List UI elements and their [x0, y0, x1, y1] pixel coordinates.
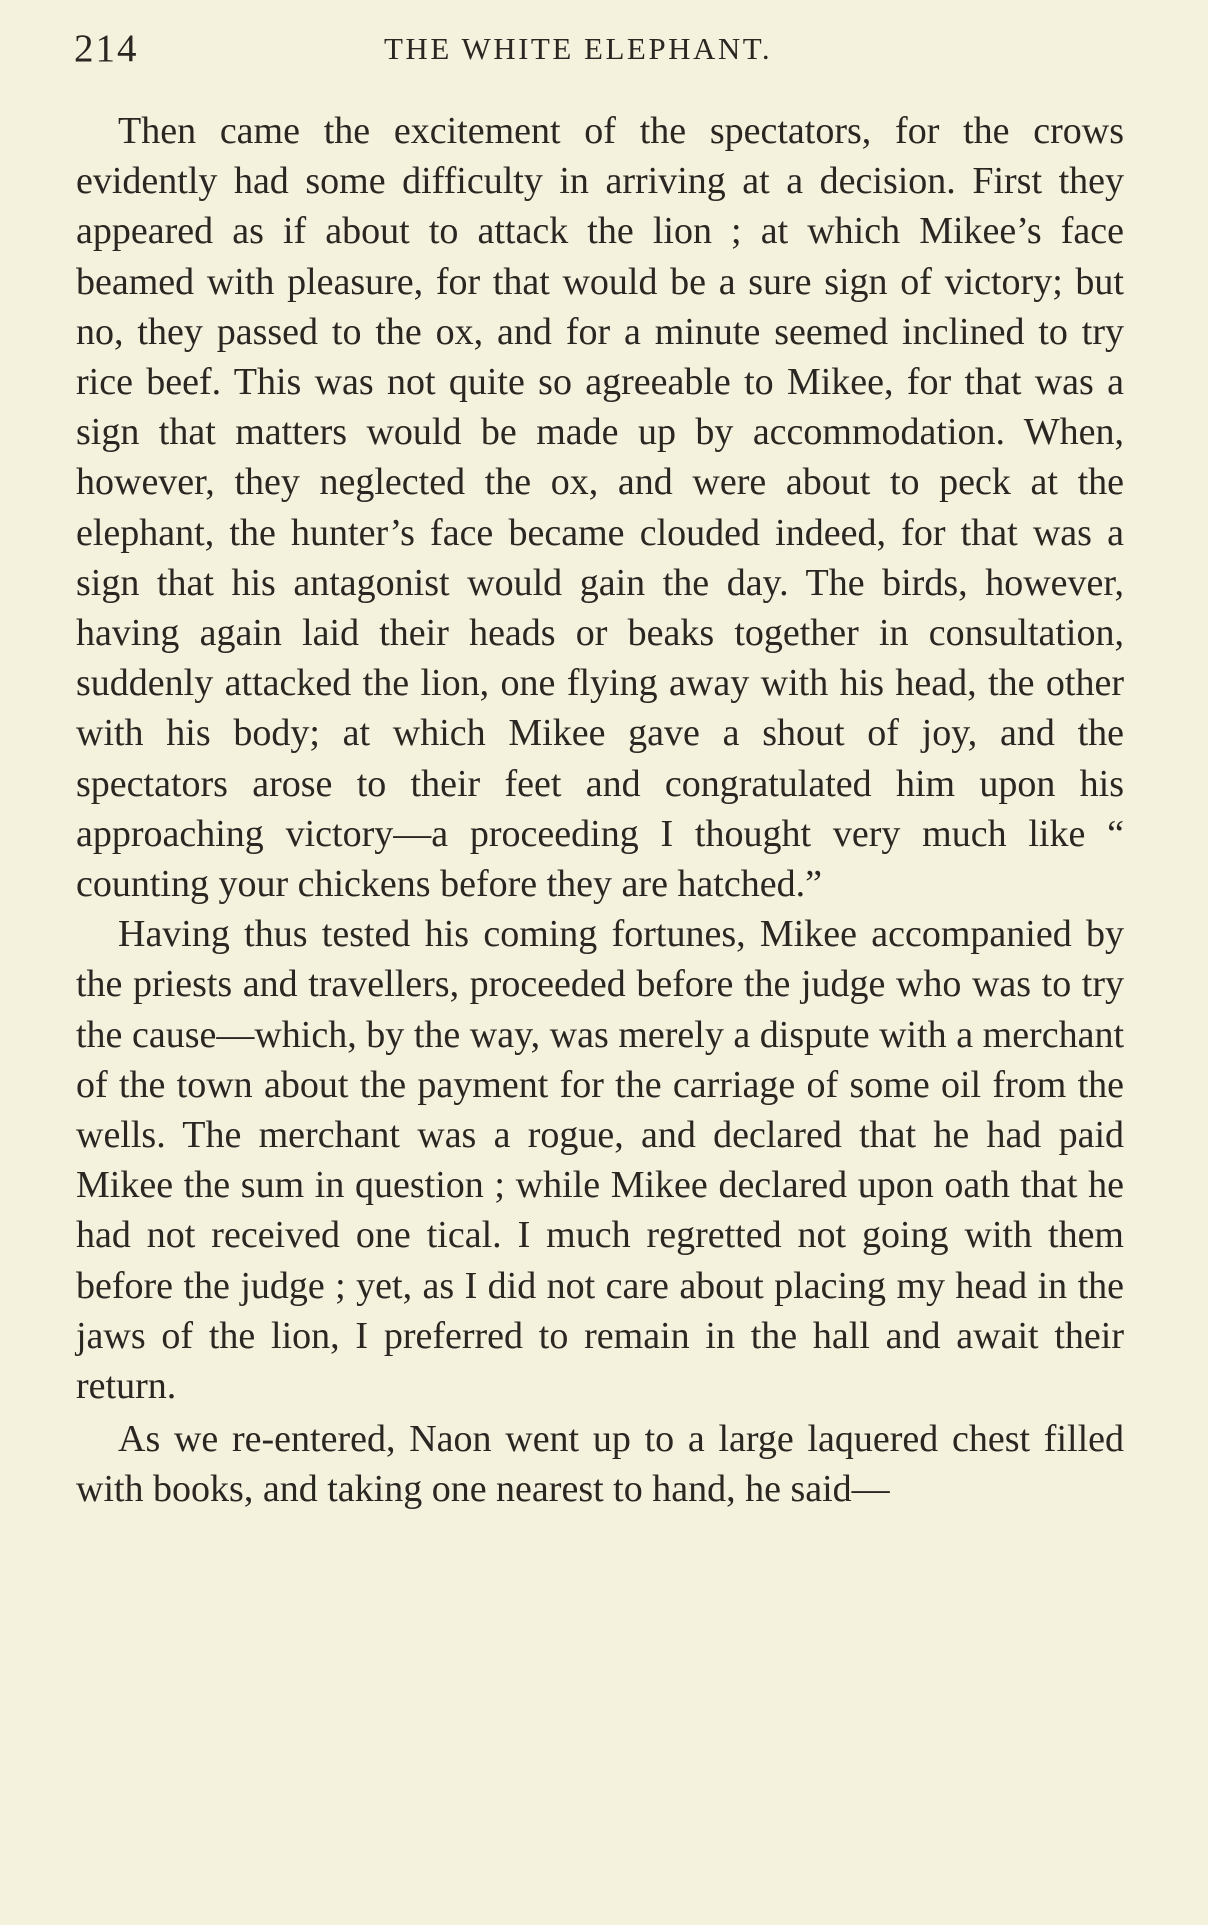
running-head	[74, 24, 1134, 74]
paragraph: As we re-entered, Naon went up to a large laquered chest filled with books, and taking one nearest to hand, he said—	[76, 1418, 1124, 1511]
paragraph: Then came the excitement of the spectators, for the crows evidently had some difficulty in arriving at a decision. First they appeared as if about to attack the lion ; at which Mikee’s face beamed with pleasure, for that would be a sure sign of victory; but no, they passed to the ox, and for a minute seemed inclined to try rice beef. This was not quite so agreeable to Mikee, for that was a sign that matters would be made up by accommodation. When, however, they neglected the ox, and were about to peck at the elephant, the hunter’s face became clouded indeed, for that was a sign that his antagonist would gain the day. The birds, however, having again laid their heads or beaks together in consultation, suddenly attacked the lion, one flying away with his head, the other with his body; at which Mikee gave a shout of joy, and the spectators arose to their feet and congratulated him upon his approaching victory—a proceeding I thought very much like “ counting your chickens before they are hatched.”	[76, 110, 1124, 906]
body-text	[76, 106, 1124, 1515]
paragraph: Having thus tested his coming fortunes, Mikee accompanied by the priests and travellers, proceeded before the judge who was to try the cause—which, by the way, was merely a dispute with a merchant of the town about the payment for the carriage of some oil from the wells. The merchant was a rogue, and declared that he had paid Mikee the sum in question ; while Mikee declared upon oath that he had not received one tical. I much regretted not going with them before the judge ; yet, as I did not care about placing my head in the jaws of the lion, I preferred to remain in the hall and await their return.	[76, 913, 1124, 1408]
page-number: 214	[74, 27, 139, 70]
running-title: THE WHITE ELEPHANT.	[384, 31, 773, 66]
